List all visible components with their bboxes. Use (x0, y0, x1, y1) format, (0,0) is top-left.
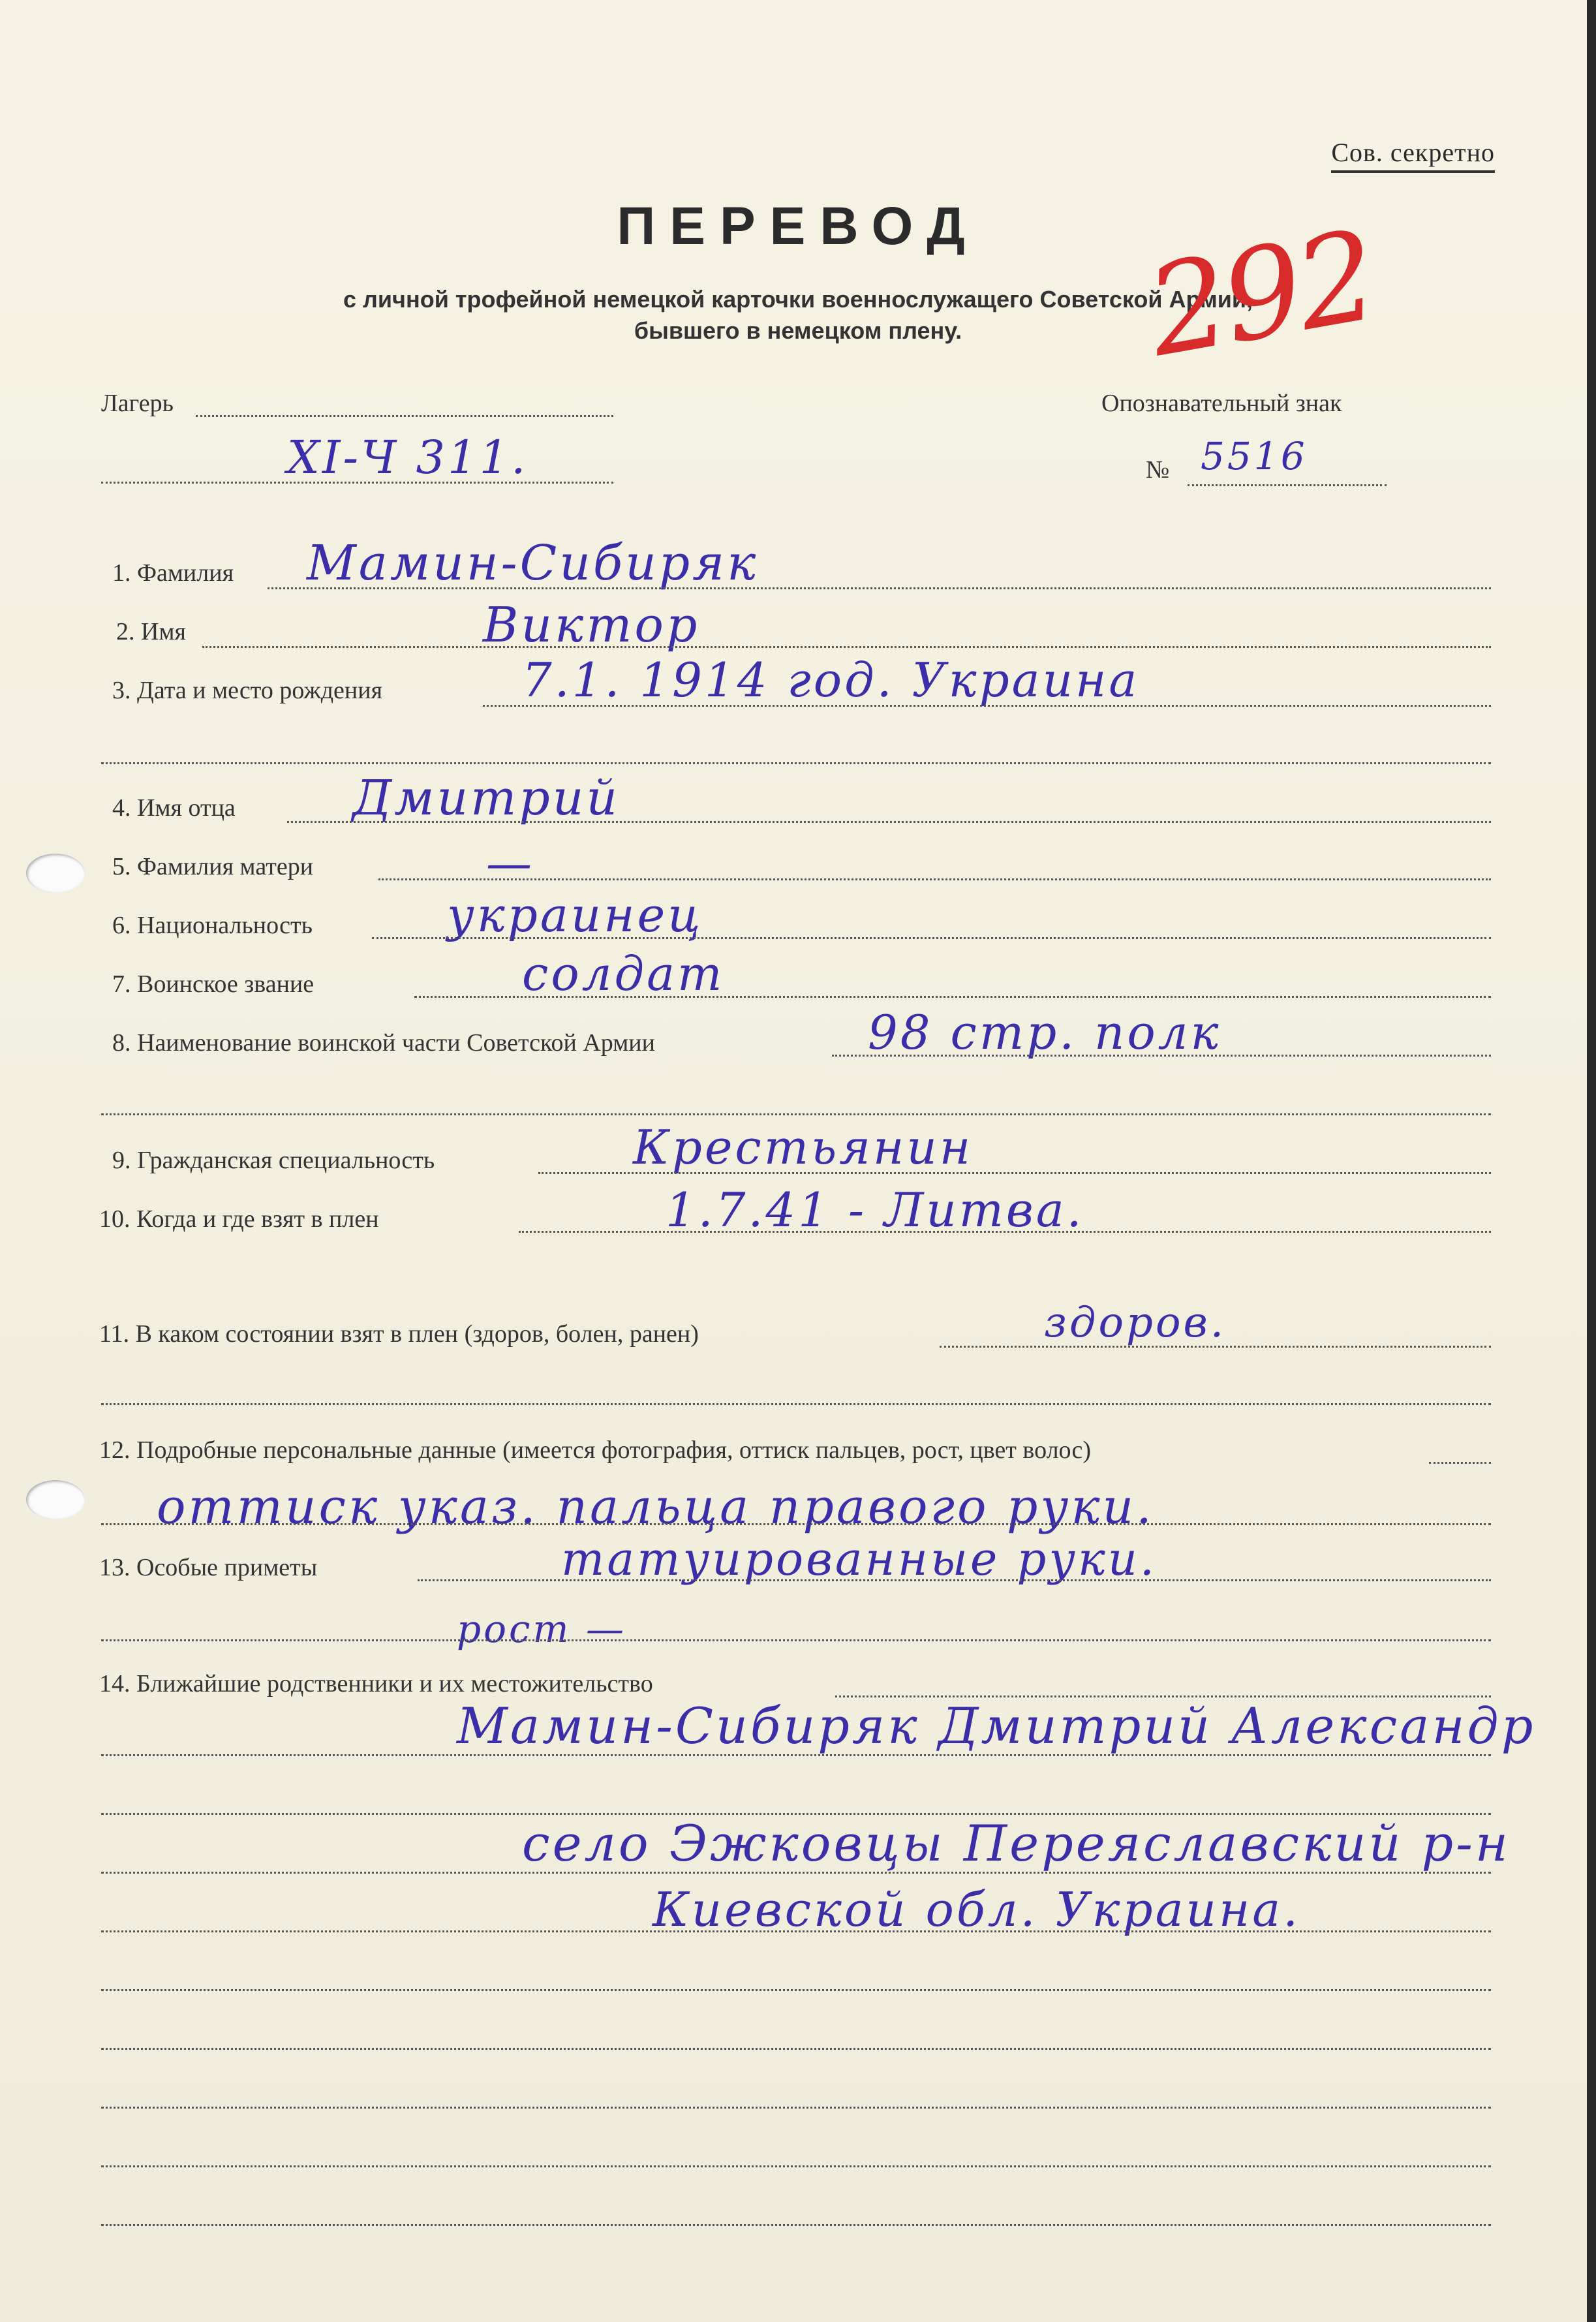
field-2-value: Виктор (483, 597, 700, 653)
dotted-line (101, 1639, 1491, 1641)
punch-hole (26, 854, 85, 893)
dotted-line (519, 1231, 1491, 1233)
field-2-label: 2. Имя (116, 618, 186, 645)
dotted-line (418, 1579, 1491, 1581)
dotted-line (378, 878, 1491, 880)
dotted-line (101, 1872, 1491, 1874)
field-6-label: 6. Национальность (112, 912, 313, 939)
field-6-value: украинец (447, 888, 703, 942)
field-1-label: 1. Фамилия (112, 559, 234, 587)
dotted-line (372, 937, 1491, 939)
dotted-line (268, 587, 1491, 589)
field-5-value: — (486, 837, 534, 890)
field-13-value-2: рост — (457, 1607, 626, 1651)
dotted-line (101, 1989, 1491, 1991)
dotted-line (101, 2165, 1491, 2167)
dotted-line (287, 821, 1491, 823)
dotted-line (101, 2048, 1491, 2050)
field-9-value: Крестьянин (633, 1120, 974, 1175)
dotted-line (101, 1403, 1491, 1405)
field-9-label: 9. Гражданская специальность (112, 1147, 435, 1174)
dotted-line (101, 2224, 1491, 2226)
dotted-line (483, 705, 1491, 707)
field-13-label: 13. Особые приметы (99, 1554, 318, 1581)
dotted-line (202, 646, 1491, 648)
scan-edge (1587, 0, 1596, 2322)
field-12-value: оттиск указ. пальца правого руки. (157, 1479, 1154, 1535)
dotted-line (538, 1172, 1491, 1174)
field-11-label: 11. В каком состоянии взят в плен (здоров, болен, ранен) (99, 1320, 699, 1348)
dotted-line (1188, 484, 1387, 486)
id-tag-label: Опознавательный знак (1101, 390, 1342, 417)
id-tag-value: 5516 (1201, 434, 1308, 478)
dotted-line (101, 2107, 1491, 2109)
field-10-label: 10. Когда и где взят в плен (99, 1205, 379, 1233)
dotted-line (196, 415, 613, 417)
dotted-line (101, 1754, 1491, 1756)
field-5-label: 5. Фамилия матери (112, 853, 314, 880)
field-7-value: солдат (522, 946, 725, 1001)
field-4-label: 4. Имя отца (112, 794, 236, 822)
punch-hole (26, 1480, 85, 1519)
document-subtitle-line2: бывшего в немецком плену. (634, 317, 962, 344)
dotted-line (1429, 1462, 1491, 1464)
field-14-value-line1: Мамин-Сибиряк Дмитрий Александр (457, 1697, 1536, 1755)
dotted-line (101, 1523, 1491, 1525)
field-8-label: 8. Наименование воинской части Советской Армии (112, 1029, 655, 1057)
secrecy-stamp: Сов. секретно (1331, 137, 1495, 173)
dotted-line (940, 1346, 1491, 1348)
dotted-line (101, 762, 1491, 764)
dotted-line (414, 996, 1491, 998)
field-14-value-line3: Киевской обл. Украина. (652, 1882, 1301, 1937)
field-1-value: Мамин-Сибиряк (307, 535, 759, 591)
field-3-label: 3. Дата и место рождения (112, 677, 383, 704)
field-14-value-line2: село Эжковцы Переяславский р-н (522, 1814, 1511, 1872)
id-tag-prefix: № (1146, 456, 1170, 484)
dotted-line (101, 482, 613, 484)
dotted-line (832, 1055, 1491, 1057)
field-8-value: 98 стр. полк (868, 1005, 1221, 1060)
field-13-value: татуированные руки. (561, 1532, 1158, 1586)
document-title: ПЕРЕВОД (617, 196, 979, 256)
camp-label: Лагерь (101, 390, 174, 417)
field-4-value: Дмитрий (352, 770, 621, 826)
field-3-value: 7.1. 1914 год. Украина (522, 653, 1140, 707)
dotted-line (101, 1930, 1491, 1932)
document-subtitle-line1: с личной трофейной немецкой карточки военнослужащего Советской Армии, (343, 286, 1253, 313)
red-number-stamp: 292 (1137, 203, 1385, 385)
camp-value: XI-Ч 311. (287, 431, 529, 484)
field-12-label: 12. Подробные персональные данные (имеется фотография, оттиск пальцев, рост, цвет волос) (99, 1436, 1091, 1464)
field-11-value: здоров. (1044, 1299, 1227, 1347)
dotted-line (101, 1113, 1491, 1115)
field-14-label: 14. Ближайшие родственники и их местожительство (99, 1670, 653, 1697)
field-7-label: 7. Воинское звание (112, 970, 315, 998)
field-10-value: 1.7.41 - Литва. (666, 1183, 1084, 1237)
